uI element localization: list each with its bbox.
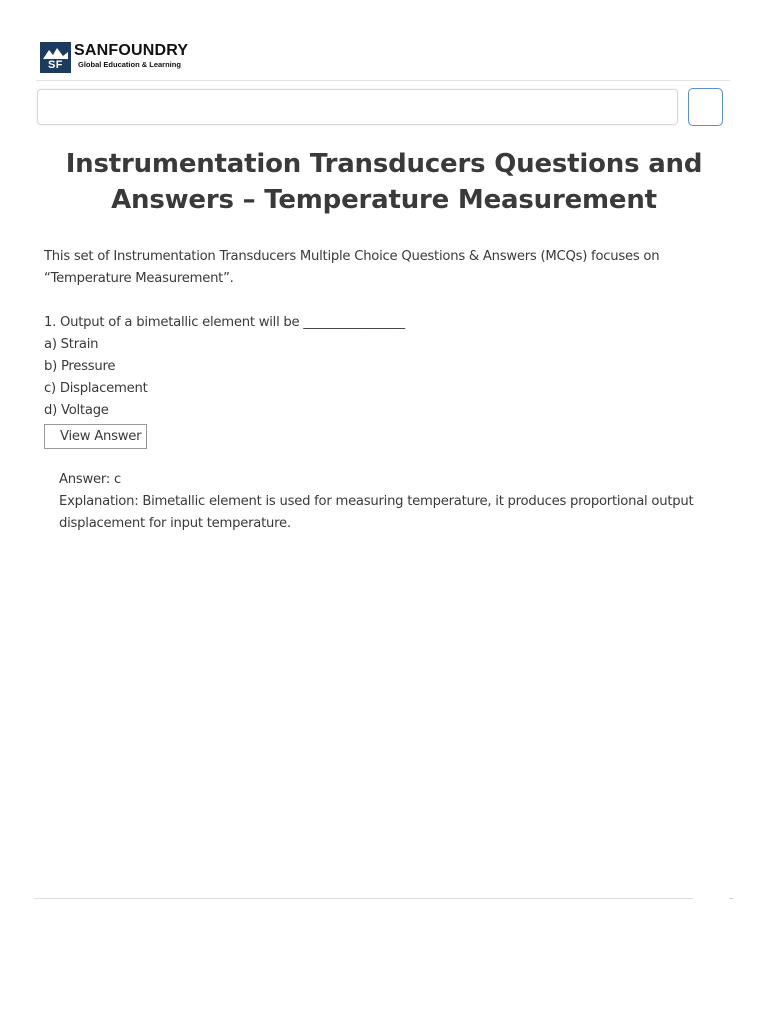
- view-answer-button[interactable]: View Answer: [44, 424, 147, 449]
- option-b: b) Pressure: [44, 359, 116, 374]
- option-a: a) Strain: [44, 337, 99, 352]
- question-text: 1. Output of a bimetallic element will be ________________: [44, 315, 405, 330]
- site-logo[interactable]: [40, 42, 188, 73]
- logo-tagline: Global Education & Learning: [78, 60, 181, 69]
- footer-mark: [729, 898, 733, 899]
- logo-name: SANFOUNDRY: [74, 42, 189, 59]
- explanation-text: Explanation: Bimetallic element is used for measuring temperature, it produces proportional output displacement for input temperature.: [59, 494, 694, 531]
- answer-text: Answer: c: [59, 472, 121, 487]
- logo-mark-text: SF: [47, 59, 64, 71]
- search-input[interactable]: [38, 90, 677, 124]
- answer-block: [59, 469, 724, 535]
- article-intro: This set of Instrumentation Transducers Multiple Choice Questions & Answers (MCQs) focuses on “Temperature Measurement”.: [44, 249, 660, 286]
- page-title: Instrumentation Transducers Questions and Answers – Temperature Measurement: [65, 149, 703, 215]
- logo-text: [74, 42, 188, 69]
- footer-divider: [34, 898, 693, 899]
- article-content: [44, 246, 724, 535]
- option-d: d) Voltage: [44, 403, 109, 418]
- logo-mark-icon: [40, 42, 71, 73]
- header-divider: [36, 80, 730, 81]
- search-button[interactable]: [688, 88, 723, 126]
- option-c: c) Displacement: [44, 381, 148, 396]
- search-bar: [37, 89, 678, 125]
